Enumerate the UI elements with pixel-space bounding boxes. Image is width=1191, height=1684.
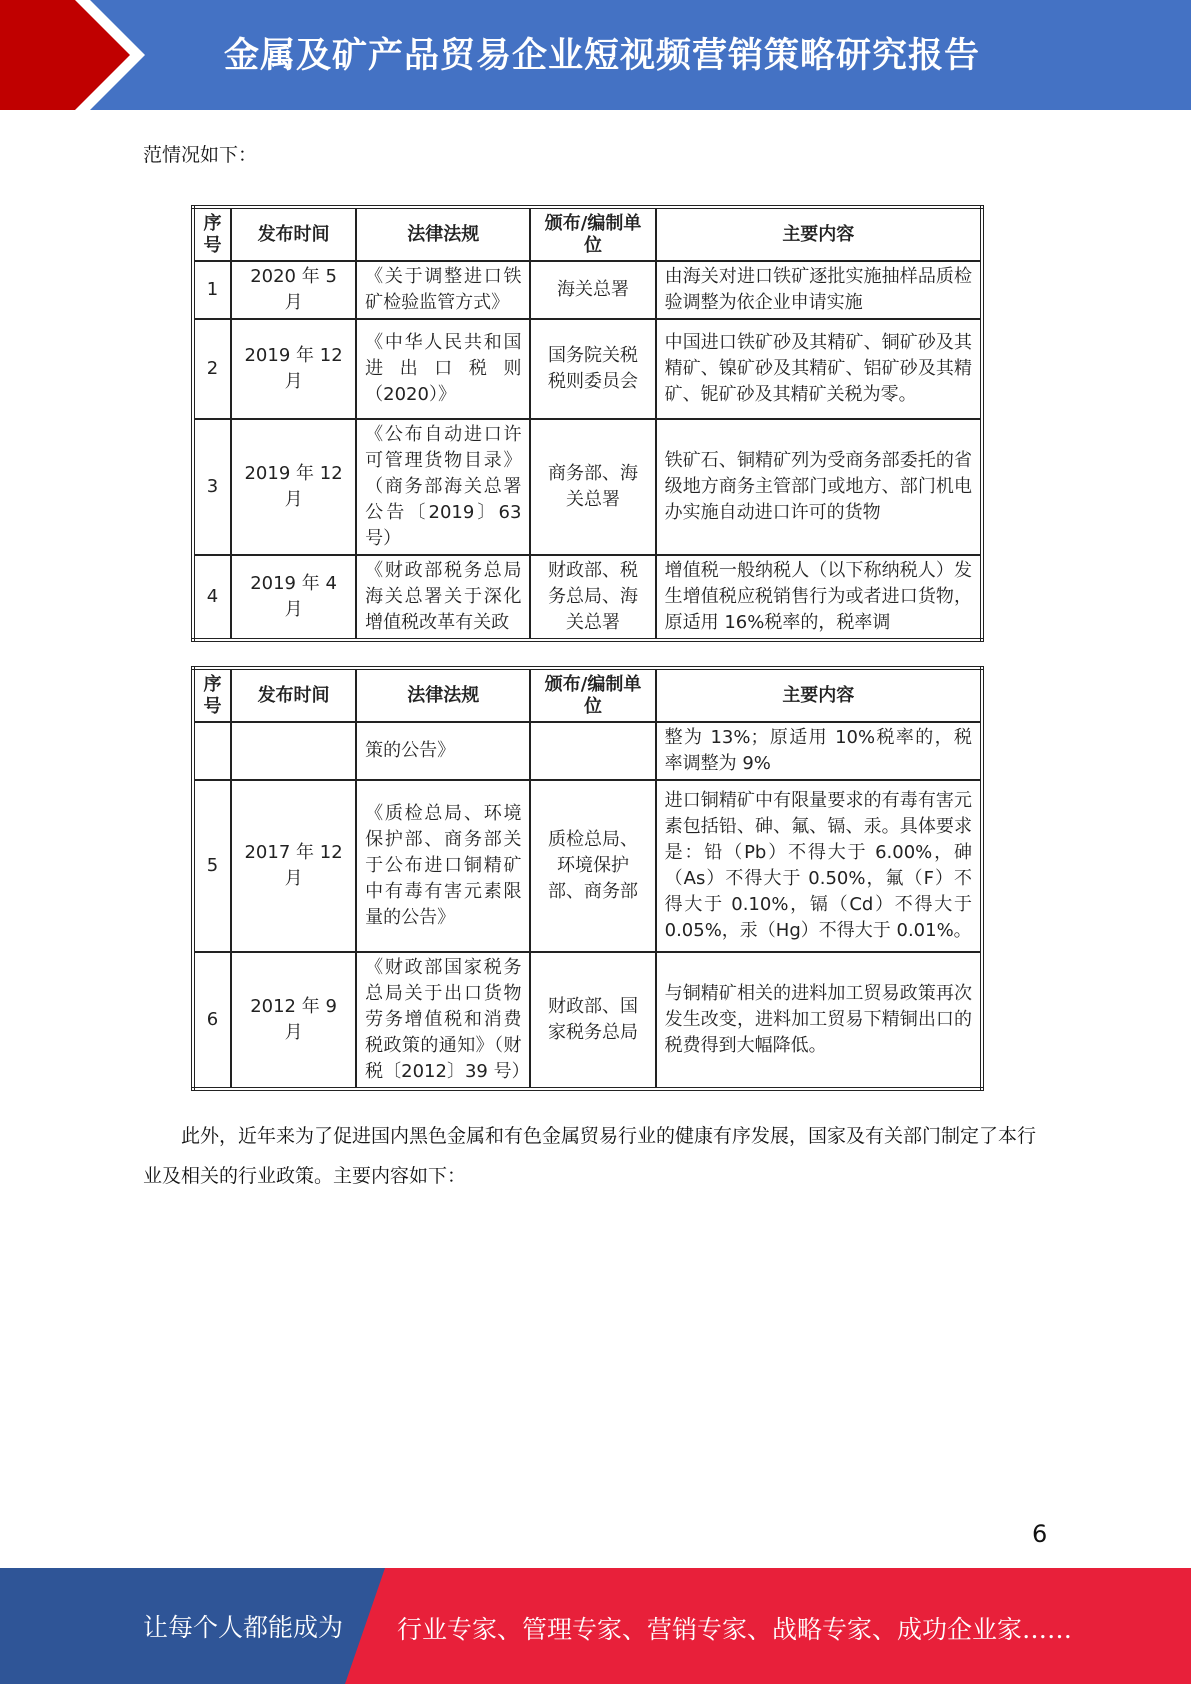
row-law: 《财政部国家税务总局关于出口货物劳务增值税和消费税政策的通知》（财税〔2012〕39 号）: [356, 952, 530, 1089]
row-date: 2019 年 12 月: [231, 319, 356, 419]
row-law: 策的公告》: [356, 722, 530, 780]
row-issuer: 商务部、海关总署: [530, 419, 655, 555]
report-title: 金属及矿产品贸易企业短视频营销策略研究报告: [224, 36, 981, 76]
row-seq: 6: [193, 952, 231, 1089]
row-law: 《质检总局、环境保护部、商务部关于公布进口铜精矿中有毒有害元素限量的公告》: [356, 780, 530, 952]
row-content: 增值税一般纳税人（以下称纳税人）发生增值税应税销售行为或者进口货物，原适用 16%税率的，税率调: [656, 555, 982, 640]
row-seq: 3: [193, 419, 231, 555]
header-date: 发布时间: [231, 207, 356, 261]
header-issuer: 颁布/编制单位: [530, 207, 655, 261]
header-law: 法律法规: [356, 207, 530, 261]
table-row: [193, 722, 982, 780]
row-date: 2019 年 12 月: [231, 419, 356, 555]
row-issuer: 质检总局、环境保护部、商务部: [530, 780, 655, 952]
row-seq: 1: [193, 261, 231, 319]
header-seq: 序号: [193, 207, 231, 261]
row-date: 2012 年 9 月: [231, 952, 356, 1089]
table-header-row: [193, 207, 982, 261]
row-seq: 5: [193, 780, 231, 952]
table-row: [193, 319, 982, 419]
table-row: [193, 952, 982, 1089]
row-seq: 2: [193, 319, 231, 419]
row-seq: [193, 722, 231, 780]
row-issuer: 海关总署: [530, 261, 655, 319]
footer-slogan-right: 行业专家、管理专家、营销专家、战略专家、成功企业家……: [397, 1615, 1073, 1644]
row-content: 由海关对进口铁矿逐批实施抽样品质检验调整为依企业申请实施: [656, 261, 982, 319]
header-seq: 序号: [193, 668, 231, 722]
row-issuer: 财政部、税务总局、海关总署: [530, 555, 655, 640]
header-content: 主要内容: [656, 668, 982, 722]
footer-slogan-left: 让每个人都能成为: [143, 1613, 344, 1642]
header-law: 法律法规: [356, 668, 530, 722]
row-content: 中国进口铁矿砂及其精矿、铜矿砂及其精矿、镍矿砂及其精矿、铝矿砂及其精矿、铌矿砂及其精矿关税为零。: [656, 319, 982, 419]
row-content: 整为 13%；原适用 10%税率的，税率调整为 9%: [656, 722, 982, 780]
table-row: [193, 780, 982, 952]
regulations-table-2: [191, 666, 984, 1091]
row-date: 2019 年 4 月: [231, 555, 356, 640]
intro-text: 范情况如下：: [143, 144, 258, 166]
row-law: 《财政部税务总局海关总署关于深化增值税改革有关政: [356, 555, 530, 640]
regulations-table-1: [191, 205, 984, 642]
row-content: 铁矿石、铜精矿列为受商务部委托的省级地方商务主管部门或地方、部门机电办实施自动进口许可的货物: [656, 419, 982, 555]
header-date: 发布时间: [231, 668, 356, 722]
header-issuer: 颁布/编制单位: [530, 668, 655, 722]
row-seq: 4: [193, 555, 231, 640]
row-date: 2020 年 5 月: [231, 261, 356, 319]
body-paragraph: 此外，近年来为了促进国内黑色金属和有色金属贸易行业的健康有序发展，国家及有关部门制定了本行业及相关的行业政策。主要内容如下：: [143, 1125, 1037, 1187]
header-chevron-decoration: [0, 0, 160, 110]
row-law: 《关于调整进口铁矿检验监管方式》: [356, 261, 530, 319]
row-issuer: [530, 722, 655, 780]
table-row: [193, 261, 982, 319]
row-law: 《中华人民共和国进出口税则（2020）》: [356, 319, 530, 419]
table-header-row: [193, 668, 982, 722]
header-content: 主要内容: [656, 207, 982, 261]
footer-banner: [0, 1568, 1191, 1684]
row-issuer: 财政部、国家税务总局: [530, 952, 655, 1089]
page-number: 6: [1032, 1520, 1048, 1548]
row-content: 进口铜精矿中有限量要求的有毒有害元素包括铅、砷、氟、镉、汞。具体要求是：铅（Pb）不得大于 6.00%，砷（As）不得大于 0.50%，氟（F）不得大于 0.10%，镉（Cd）不得大于 0.05%，汞（Hg）不得大于 0.01%。: [656, 780, 982, 952]
header-banner: [0, 0, 1191, 110]
row-law: 《公布自动进口许可管理货物目录》（商务部海关总署公告〔2019〕63号）: [356, 419, 530, 555]
table-row: [193, 555, 982, 640]
row-date: 2017 年 12 月: [231, 780, 356, 952]
row-content: 与铜精矿相关的进料加工贸易政策再次发生改变，进料加工贸易下精铜出口的税费得到大幅降低。: [656, 952, 982, 1089]
row-issuer: 国务院关税税则委员会: [530, 319, 655, 419]
table-row: [193, 419, 982, 555]
row-date: [231, 722, 356, 780]
